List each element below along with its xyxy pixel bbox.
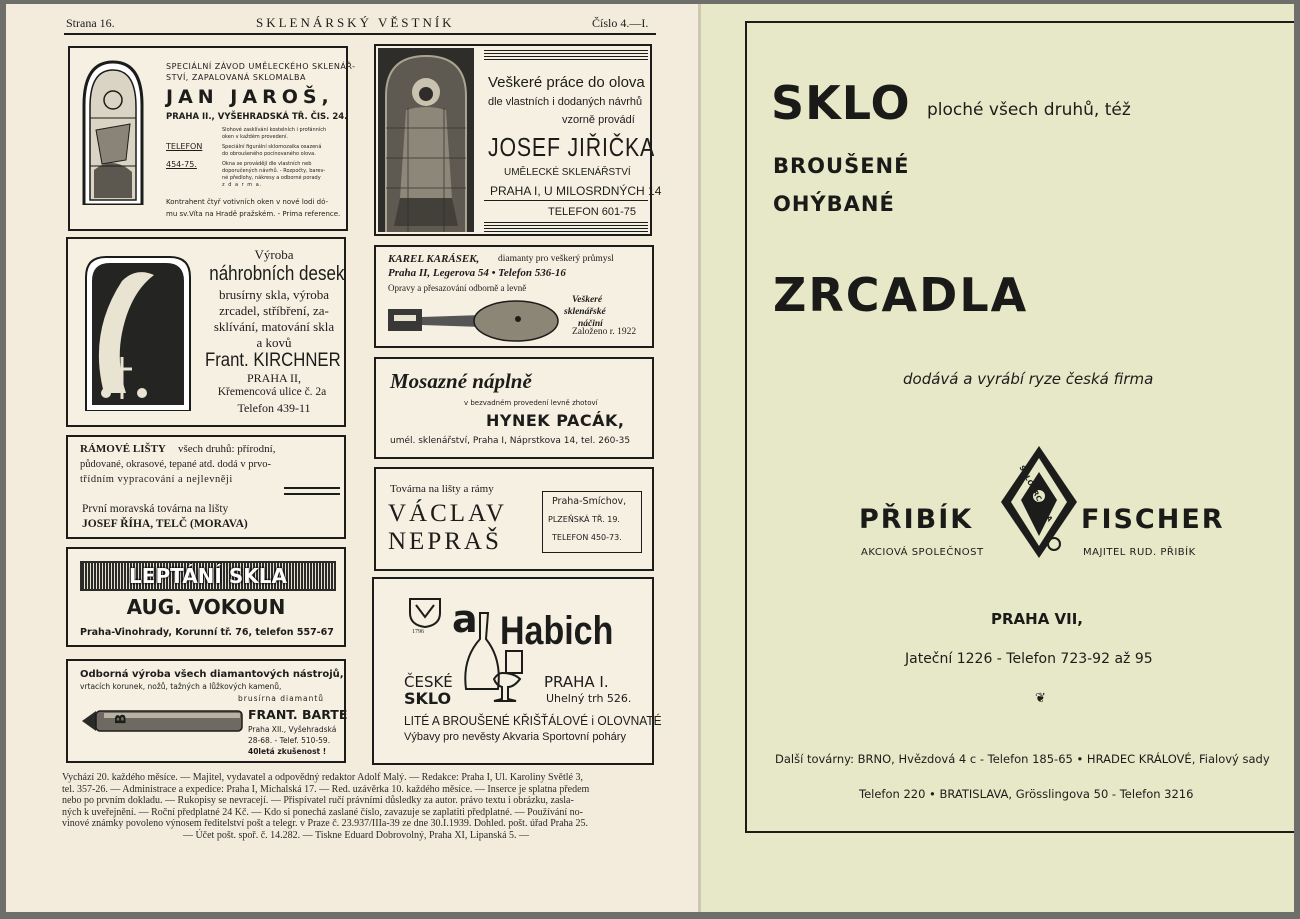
ad-city: PRAHA VII, [991,610,1084,628]
stained-glass-saint-image [378,48,474,232]
nepras-city: Praha-Smíchov, [552,496,627,507]
vokoun-name: AUG. VOKOUN [126,595,286,619]
kirchner-name: Frant. KIRCHNER [205,350,341,371]
ad-address: Jateční 1226 - Telefon 723-92 až 95 [905,651,1153,667]
imprint-line: vinové známky povoleno výnosem ředitelství pošt a telegr. v Praze č. 23.937/IIIa-39 ze dne 30.I.1939. Dohled. pošt. úřad Praha 25. [62,818,588,829]
nepras-phone: TELEFON 450-73. [552,533,622,542]
vokoun-banner-text: LEPTÁNÍ SKLA [129,564,287,588]
ad-riha [66,435,346,539]
header-rule [64,33,656,35]
jaros-desc-2: oken v každém provedení. [222,134,288,140]
karasek-address: Praha II, Legerova 54 • Telefon 536-16 [388,267,566,279]
barte-experience: 40letá zkušenost ! [248,747,327,756]
page-number: Strana 16. [66,16,115,30]
ad-frame [745,21,1294,833]
karasek-founded: Založeno r. 1922 [572,327,637,337]
jaros-contract-1: Kontrahent čtyř votivních oken v nové lodi dó- [166,198,329,206]
karasek-line-3: Opravy a přesazování odborně a levně [388,283,527,293]
vokoun-address: Praha-Vinohrady, Korunní tř. 76, telefon 557-67 [80,627,334,638]
kirchner-line-1: Výroba [254,247,294,262]
barte-tool-mark: B [113,713,130,725]
kirchner-line-4: zrcadel, stříbření, za- [219,303,329,318]
jiricka-hatch-top [484,50,648,62]
kirchner-phone: Telefon 439-11 [237,401,311,415]
journal-title: SKLENÁRSKÝ VĚSTNÍK [256,15,455,30]
riha-rule-2 [284,493,340,495]
jaros-name: JAN JAROŠ, [166,86,334,108]
habich-city: PRAHA I. [544,673,609,691]
stained-glass-window-image [82,60,144,205]
barte-line-2: vrtacích korunek, nožů, tažných a lůžkových kamenů, [80,682,282,691]
nepras-street: PLZEŇSKÁ TŘ. 19. [548,515,620,524]
ad-habich [372,577,662,765]
jaros-desc-4: do obroušeného pocínovaného olova. [222,151,316,157]
issue-number: Číslo 4.—I. [592,16,649,30]
habich-street: Uhelný trh 526. [546,692,632,705]
right-page [701,4,1294,912]
jaros-desc-7: né předlohy, nákresy a odborné porady [222,175,321,181]
jiricka-address: PRAHA I, U MILOSRDNÝCH 14 [490,184,662,198]
ad-barte [66,659,346,763]
logo-sub-left: AKCIOVÁ SPOLEČNOST [861,547,984,558]
habich-line-1: LITÉ A BROUŠENÉ KŘIŠŤÁLOVÉ i OLOVNATÉ [404,713,662,728]
jaros-phone-label: TELEFON [166,142,203,151]
jiricka-line-3: vzorně provádí [562,114,635,126]
ad-brousene: BROUŠENÉ [773,154,910,178]
riha-title: RÁMOVÉ LIŠTY [80,443,166,455]
jaros-line-1: SPECIÁLNÍ ZÁVOD UMĚLECKÉHO SKLENÁŘ- [166,62,356,71]
barte-line-3: brusírna diamantů [238,694,325,703]
barte-address: Praha XII., Vyšehradská [248,725,337,734]
barte-line-1: Odborná výroba všech diamantových nástrojů, [80,669,344,680]
ad-vokoun [66,547,346,647]
kirchner-line-2: náhrobních desek [209,263,345,285]
logo-left-text: PŘIBÍK [859,504,974,535]
jiricka-hatch-bottom [484,222,648,232]
ad-tagline: dodává a vyrábí ryze česká firma [903,370,1154,388]
ad-nepras [374,467,654,571]
riha-line-1: všech druhů: přírodní, [178,443,276,455]
publisher-imprint [62,772,650,841]
jiricka-line-2: dle vlastních i dodaných návrhů [488,96,643,108]
pacak-line-2: umél. sklenářství, Praha I, Náprstkova 14, tel. 260-35 [390,436,631,446]
left-page [6,4,698,912]
barte-name: FRANT. BARTE [248,707,348,722]
jiricka-phone: TELEFON 601-75 [548,206,637,218]
nepras-name-1: VÁCLAV [388,500,507,527]
pribik-fischer-logo-icon [999,444,1079,560]
habich-logo-year: 1796 [412,629,424,635]
karasek-tools-3: náčiní [578,319,603,329]
jiricka-line-4: UMĚLECKÉ SKLENÁŘSTVÍ [504,167,631,178]
jaros-contract-2: mu sv.Víta na Hradě pražském. - Prima reference. [166,210,341,218]
kirchner-street: Křemencová ulice č. 2a [217,386,327,398]
jaros-address: PRAHA II., VYŠEHRADSKÁ TŘ. ČIS. 24. [166,112,348,122]
kirchner-city: PRAHA II, [246,371,301,385]
ad-zrcadla: ZRCADLA [773,268,1029,322]
kirchner-line-6: a kovů [256,335,292,350]
habich-a: a [452,597,478,641]
jaros-desc-5: Okna se provádějí dle vlastních neb [222,161,312,167]
kirchner-line-3: brusírny skla, výroba [218,287,330,302]
logo-sub-right: MAJITEL RUD. PŘIBÍK [1083,547,1196,558]
jaros-desc-8: z d a r m a. [222,182,263,188]
riha-name: JOSEF ŘÍHA, TELČ (MORAVA) [82,518,248,530]
habich-sklo: SKLO [404,689,452,708]
riha-line-3: třídním vypracování a nejlevněji [80,474,233,485]
imprint-line: tel. 357-26. — Administrace a expedice: Praha I, Michalská 17. — Red. uzávěrka 10. každého měsíce. — Inserce je splatna předem [62,783,590,795]
ad-sklo: SKLO [771,76,911,130]
imprint-line: nebo po prvním dokladu. — Rukopisy se nevracejí. — Přispívatel ručí právními důsledky za autor. právo textu i obrázku, zasla- [62,795,574,806]
jiricka-line-1: Veškeré práce do olova [488,74,645,91]
imprint-line: ných k uveřejnění. — Roční předplatné 24 Kč. — Kdo si ponechá zaslané číslo, zavazuje se zaplatiti předplatné. — Používání no- [62,806,583,818]
ad-pacak [374,357,654,459]
nepras-name-2: NEPRAŠ [388,528,502,555]
jaros-desc-1: Slohové zasklívání kostelních i profánních [222,127,327,133]
pacak-line-1: v bezvadném provedení levně zhotoví [464,399,598,407]
riha-line-2: půdované, okrasové, tepané atd. dodá v prvo- [80,459,271,470]
karasek-line-1: diamanty pro veškerý průmysl [498,254,614,264]
vokoun-banner [80,561,336,591]
jiricka-rule [484,200,648,201]
imprint-line: — Účet pošt. spoř. č. 14.282. — Tiskne Eduard Dobrovolný, Praha XI, Lipanská 5. — [182,829,530,841]
ad-kirchner [66,237,346,427]
barte-phone: 28-68. - Telef. 510-59. [248,736,331,745]
diamond-tool-image [80,705,246,737]
karasek-tools-2: sklenářské [564,307,606,317]
riha-rule-1 [284,487,340,489]
ad-jiricka [374,44,662,236]
habich-line-2: Výbavy pro nevěsty Akvaria Sportovní poháry [404,731,626,743]
karasek-name: KAREL KARÁSEK, [388,253,480,265]
ad-factories-1: Další továrny: BRNO, Hvězdová 4 c - Telefon 185-65 • HRADEC KRÁLOVÉ, Fialový sady [775,752,1270,766]
nepras-line-1: Továrna na lišty a rámy [390,483,494,495]
ad-factories-2: Telefon 220 • BRATISLAVA, Grösslingova 50 - Telefon 3216 [859,787,1194,801]
glass-cutter-tool-image [386,293,562,345]
logo-mark-text: SKLOZRCADLA [1017,464,1055,524]
jaros-phone: 454-75. [166,160,197,169]
habich-name: Habich [500,609,614,653]
karasek-tools-1: Veškeré [572,295,603,305]
logo-right-text: FISCHER [1081,504,1225,535]
jiricka-name: JOSEF JIŘIČKA [488,132,656,162]
pacak-title: Mosazné náplně [390,369,532,393]
imprint-line: Vychází 20. každého měsíce. — Majitel, vydavatel a odpovědný redaktor Adolf Malý. — Redakce: Praha I, Ul. Karoliny Světlé 3, [62,772,583,783]
tombstone-image [82,253,194,411]
jaros-desc-6: doporučených návrhů. - Rozpočty, barev- [222,168,326,174]
page-gutter [698,4,701,912]
ad-ohybane: OHÝBANÉ [773,192,895,216]
ad-sklo-sub: ploché všech druhů, též [927,100,1131,120]
jaros-desc-3: Speciální figurální sklomozaika osazená [222,144,322,150]
pacak-name: HYNEK PACÁK, [486,411,625,430]
habich-crest-icon [406,595,444,629]
ad-jaros [68,46,356,231]
kirchner-line-5: sklívání, matování skla [213,319,335,334]
riha-line-4: První moravská továrna na lišty [82,503,229,515]
jaros-line-2: STVÍ, ZAPALOVANÁ SKLOMALBA [166,73,306,82]
habich-ceske: ČESKÉ [404,673,453,691]
ad-karasek [374,245,654,348]
ornament-icon: ❦ [1035,691,1046,706]
